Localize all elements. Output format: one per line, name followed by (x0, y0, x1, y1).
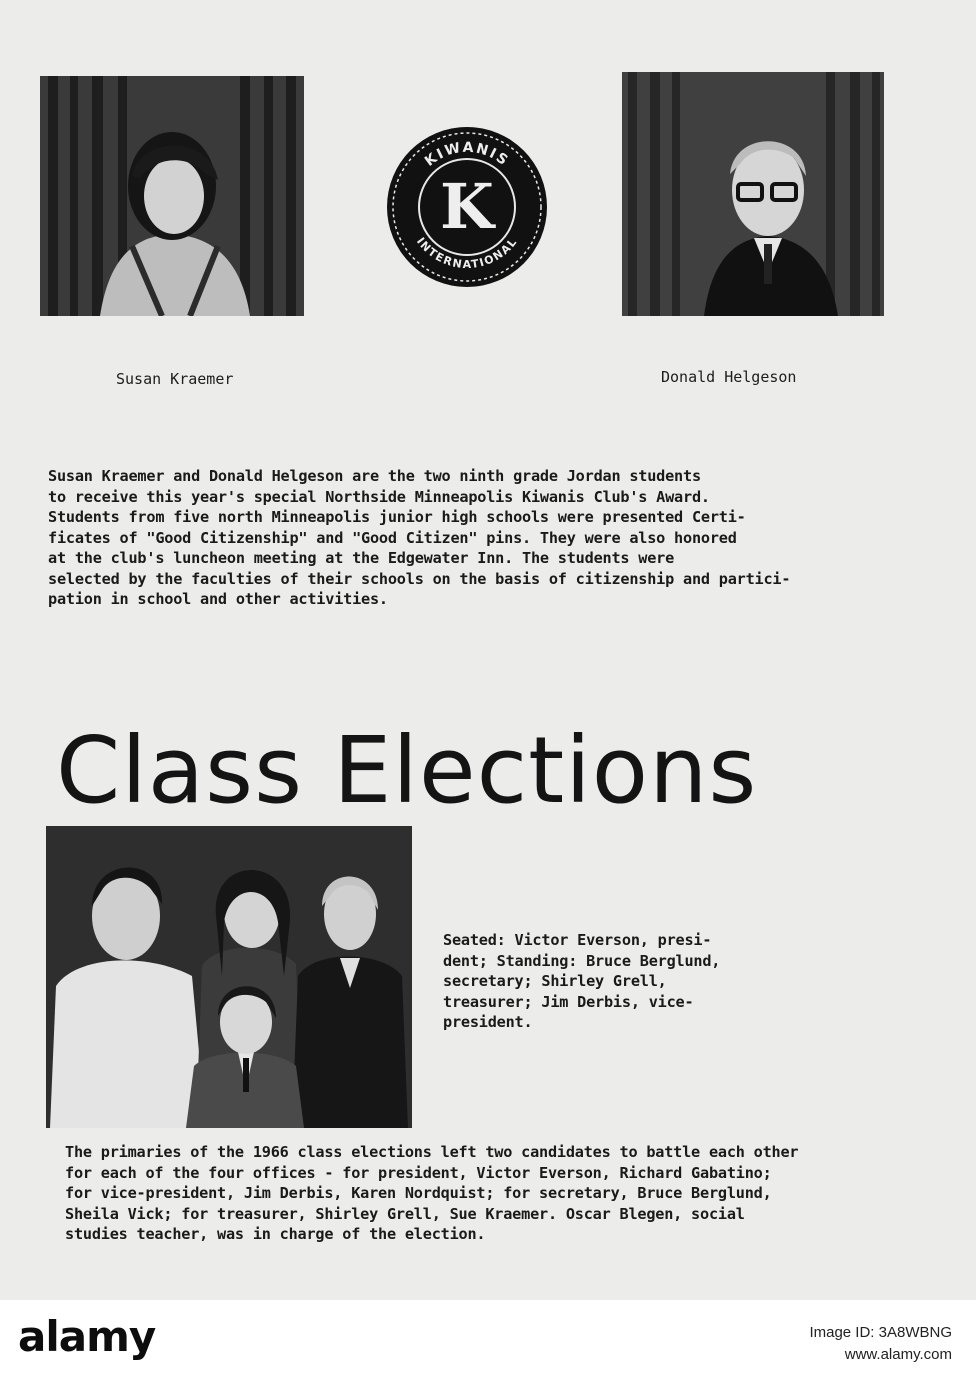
page-heading: Class Elections (56, 717, 758, 824)
site-url: www.alamy.com (844, 1346, 952, 1363)
emblem-bottom-text: INTERNATIONAL (413, 235, 521, 272)
paragraph-line: The primaries of the 1966 class elections left two candidates to battle each other (65, 1143, 799, 1161)
paragraph-line: to receive this year's special Northside Minneapolis Kiwanis Club's Award. (48, 487, 710, 506)
kiwanis-emblem (384, 124, 550, 290)
portrait-photo-right (622, 72, 884, 316)
emblem-top-text: KIWANIS (422, 139, 513, 170)
paragraph-line: pation in school and other activities. (48, 590, 388, 608)
paragraph-line: for each of the four offices - for president, Victor Everson, Richard Gabatino; (65, 1163, 772, 1182)
brand-logo: alamy (18, 1312, 156, 1361)
caption-line: Seated: Victor Everson, presi- (443, 931, 712, 949)
portrait-caption-right: Donald Helgeson (661, 368, 797, 386)
paragraph-line: for vice-president, Jim Derbis, Karen Nordquist; for secretary, Bruce Berglund, (65, 1184, 772, 1202)
portrait-photo-left (40, 76, 304, 316)
paragraph-line: studies teacher, was in charge of the election. (65, 1225, 486, 1243)
paragraph-line: Sheila Vick; for treasurer, Shirley Grell, Sue Kraemer. Oscar Blegen, social (65, 1204, 745, 1223)
group-photo-caption (443, 930, 783, 1033)
caption-line: president. (443, 1013, 533, 1031)
image-id-text: Image ID: 3A8WBNG (809, 1324, 952, 1341)
paragraph-line: ficates of "Good Citizenship" and "Good Citizen" pins. They were also honored (48, 528, 737, 547)
class-officers-photo (46, 826, 412, 1128)
paragraph-line: selected by the faculties of their schools on the basis of citizenship and partici- (48, 569, 791, 588)
paragraph-line: at the club's luncheon meeting at the Edgewater Inn. The students were (48, 549, 675, 567)
caption-line: secretary; Shirley Grell, (443, 972, 667, 990)
paragraph-line: Susan Kraemer and Donald Helgeson are the two ninth grade Jordan students (48, 467, 701, 485)
caption-line: dent; Standing: Bruce Berglund, (443, 951, 721, 970)
election-paragraph (65, 1142, 925, 1245)
paragraph-line: Students from five north Minneapolis junior high schools were presented Certi- (48, 508, 746, 526)
caption-line: treasurer; Jim Derbis, vice- (443, 992, 694, 1011)
award-paragraph (48, 466, 908, 610)
emblem-letter: K (440, 170, 494, 243)
image-credit (809, 1322, 952, 1366)
portrait-caption-left: Susan Kraemer (116, 370, 234, 388)
